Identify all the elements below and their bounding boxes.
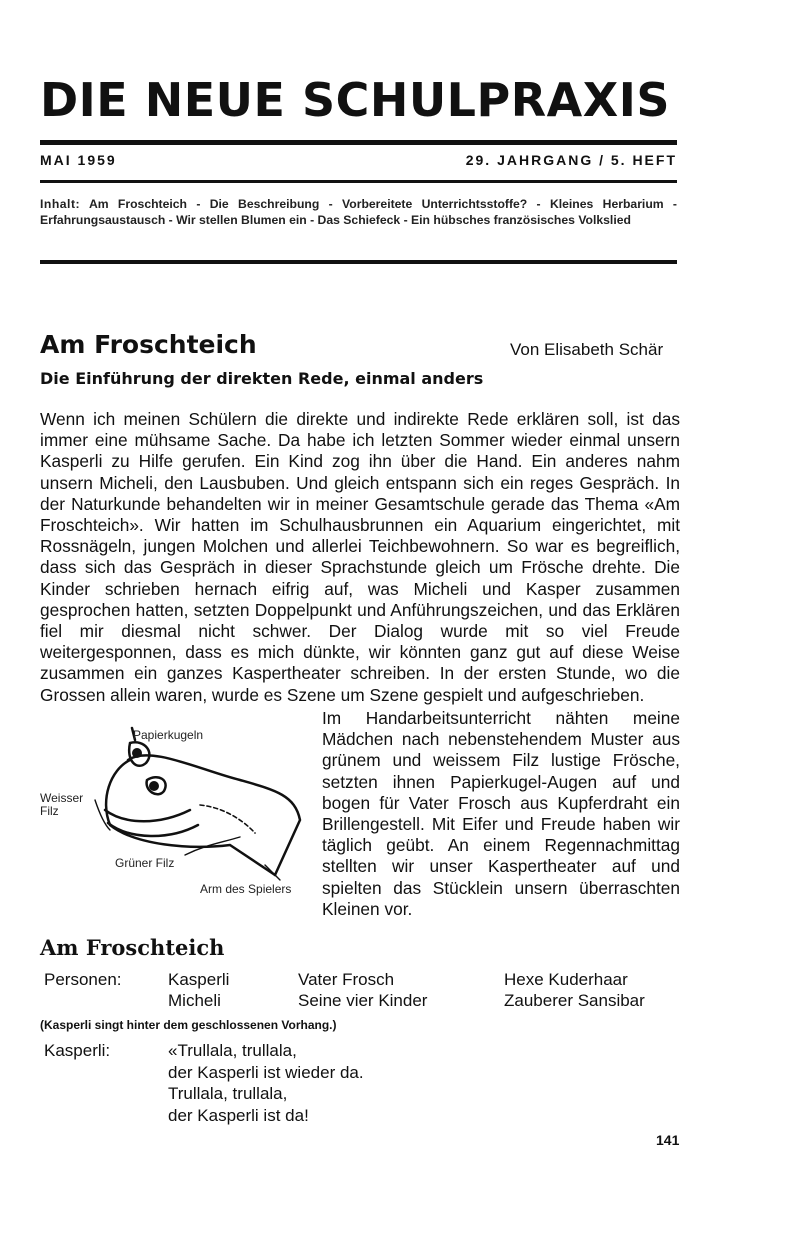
issue-number: 29. JAHRGANG / 5. HEFT [465,152,677,168]
stage-direction: (Kasperli singt hinter dem geschlossenen Vorhang.) [40,1018,337,1032]
contents-text: Am Froschteich - Die Beschreibung - Vorbereitete Unterrichtsstoffe? - Kleines Herbarium - Erfahrungsaustausch - Wir stellen Blumen ein - Das Schiefeck - Ein hübsches französisches Volkslied [40,197,677,227]
label-green-felt: Grüner Filz [115,856,175,870]
page-number: 141 [656,1132,680,1148]
speech-line: Trullala, trullala, [168,1084,288,1103]
contents-label: Inhalt: [40,197,81,211]
speech-line: «Trullala, trullala, [168,1041,297,1060]
label-white-felt-line2: Filz [40,804,59,818]
masthead-rule-bottom [40,180,677,183]
frog-puppet-drawing [40,725,320,900]
cast-member-zauberer: Zauberer Sansibar [504,991,645,1010]
masthead-title: DIE NEUE SCHULPRAXIS [40,73,670,127]
speech-lines [168,1040,364,1126]
contents-rule [40,260,677,264]
issue-row [40,152,677,172]
article-paragraph-2: Im Handarbeitsunterricht nähten meine Mädchen nach nebenstehendem Muster aus grünem und weissem Filz lustige Frösche, setzten ihnen Papierkugel-Augen auf und bogen für Vater Frosch aus Kupferdraht ein Brillengestell. Mit Eifer und Freude haben wir täglich geübt. An einem Regennachmittag stellten wir unser Kaspertheater auf und spielten das Stücklein unsern überraschten Kleinen vor. [322,708,680,919]
cast-member-hexe: Hexe Kuderhaar [504,970,628,989]
issue-date: MAI 1959 [40,152,117,168]
cast-member-micheli: Micheli [168,991,221,1010]
speaker-label: Kasperli: [44,1041,111,1060]
play-title: Am Froschteich [40,935,225,960]
speech-line: der Kasperli ist wieder da. [168,1062,364,1082]
cast-member-kinder: Seine vier Kinder [298,991,428,1010]
frog-puppet-figure [40,725,320,900]
speech-line: der Kasperli ist da! [168,1105,309,1125]
article-title: Am Froschteich [40,330,257,359]
cast-member-vater-frosch: Vater Frosch [298,970,395,989]
table-of-contents [40,196,677,228]
label-white-felt-line1: Weisser [40,791,84,805]
article-subtitle: Die Einführung der direkten Rede, einmal anders [40,369,484,388]
cast-label: Personen: [44,970,122,989]
label-player-arm: Arm des Spielers [200,882,292,896]
article-paragraph-1: Wenn ich meinen Schülern die direkte und indirekte Rede erklären soll, ist das immer eine mühsame Sache. Da habe ich letzten Sommer wieder einmal unsern Kasperli zu Hilfe gerufen. Ein Kind zog ihn über die Hand. Ein anderes nahm unsern Micheli, den Lausbuben. Und gleich entspann sich ein reges Gespräch. In der Naturkunde behandelten wir in meiner Gesamtschule gerade das Thema «Am Froschteich». Wir hatten im Schulhausbrunnen ein Aquarium eingerichtet, mit Rossnägeln, jungen Molchen und allerlei Teichbewohnern. So war es begreiflich, dass sich das Gespräch in dieser Sprachstunde gleich um Frösche drehte. Die Kinder schrieben hernach eifrig auf, was Micheli und Kasper zusammen gesprochen hatten, setzten Doppelpunkt und Anführungszeichen, und das Erklären fiel mir diesmal nicht schwer. Der Dialog wurde mit so viel Freude weitergesponnen, dass es mich dünkte, wir könnten ganz gut auf diese Weise zusammen ein ganzes Kaspertheater schreiben. In der ersten Stunde, wo die Grossen allein waren, wurde es Szene um Szene gespielt und aufgeschrieben. [40,409,680,705]
article-author: Von Elisabeth Schär [510,340,664,359]
label-paper-balls: Papierkugeln [133,728,204,742]
masthead-rule-top [40,140,677,145]
cast-member-kasperli: Kasperli [168,970,230,989]
